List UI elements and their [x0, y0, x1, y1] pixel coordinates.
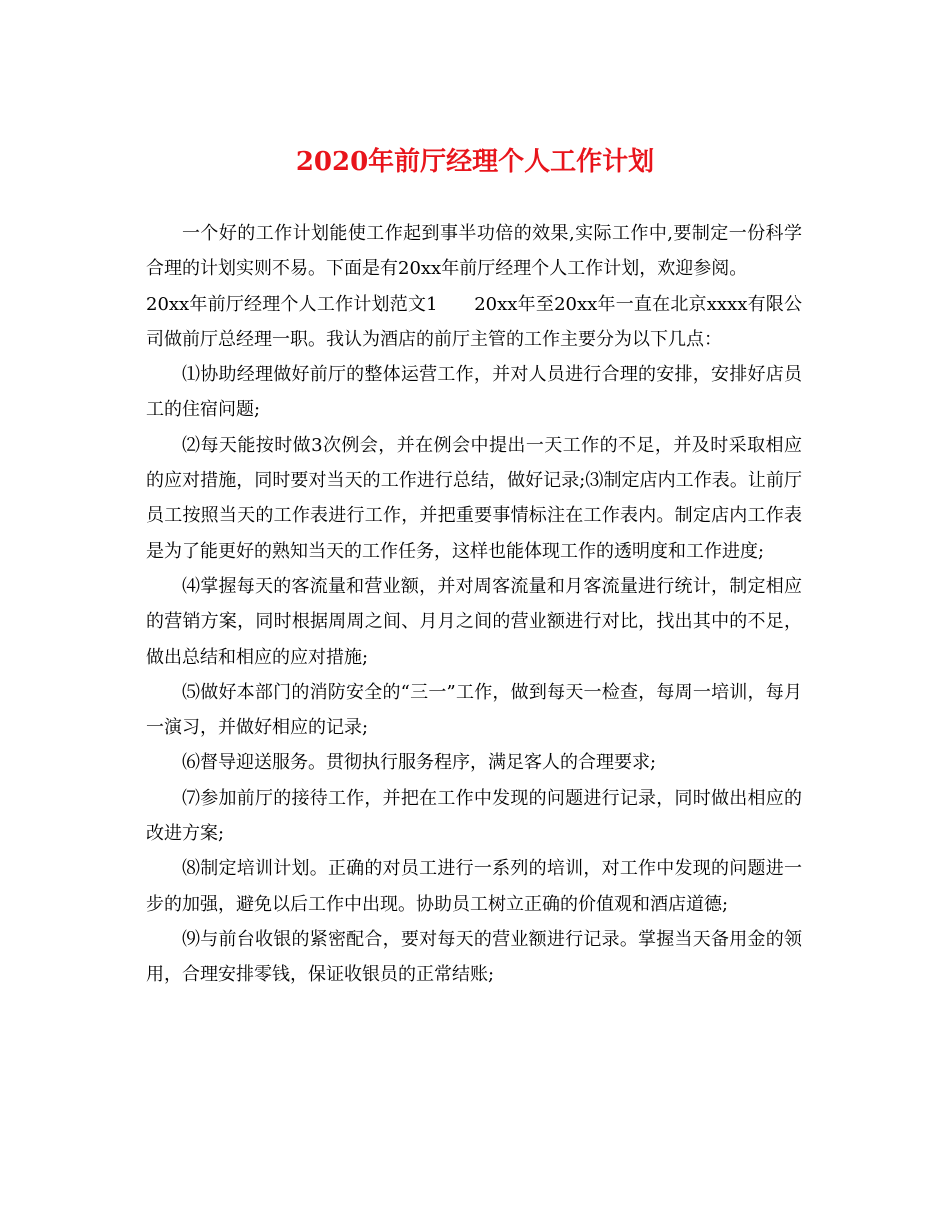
document-title: 2020年前厅经理个人工作计划 [295, 147, 655, 177]
paragraph-item-4: ⑷掌握每天的客流量和营业额，并对周客流量和月客流量进行统计，制定相应的营销方案，同时根据周周之间、月月之间的营业额进行对比，找出其中的不足，做出总结和相应的应对措施; [146, 575, 802, 668]
paragraph-intro: 一个好的工作计划能使工作起到事半功倍的效果,实际工作中,要制定一份科学合理的计划实则不易。下面是有20xx年前厅经理个人工作计划，欢迎参阅。 [146, 223, 802, 280]
document-body [146, 216, 802, 993]
paragraph-item-7: ⑺参加前厅的接待工作，并把在工作中发现的问题进行记录，同时做出相应的改进方案; [146, 787, 802, 845]
paragraph-item-1: ⑴协助经理做好前厅的整体运营工作，并对人员进行合理的安排，安排好店员工的住宿问题; [146, 364, 802, 421]
paragraph-item-9: ⑼与前台收银的紧密配合，要对每天的营业额进行记录。掌握当天备用金的领用，合理安排零钱，保证收银员的正常结账; [146, 928, 802, 986]
paragraph-item-5: ⑸做好本部门的消防安全的“三一”工作，做到每天一检查，每周一培训，每月一演习，并做好相应的记录; [146, 681, 802, 739]
paragraph-sample-heading: 20xx年前厅经理个人工作计划范文1 20xx年至20xx年一直在北京xxxx有限公司做前厅总经理一职。我认为酒店的前厅主管的工作主要分为以下几点： [146, 293, 802, 350]
paragraph-item-2-3: ⑵每天能按时做3次例会，并在例会中提出一天工作的不足，并及时采取相应的应对措施，同时要对当天的工作进行总结，做好记录;⑶制定店内工作表。让前厅员工按照当天的工作表进行工作，并把重要事情标注在工作表内。制定店内工作表是为了能更好的熟知当天的工作任务，这样也能体现工作的透明度和工作进度; [146, 434, 802, 562]
paragraph-item-6: ⑹督导迎送服务。贯彻执行服务程序，满足客人的合理要求; [182, 752, 657, 774]
paragraph-item-8: ⑻制定培训计划。正确的对员工进行一系列的培训，对工作中发现的问题进一步的加强，避免以后工作中出现。协助员工树立正确的价值观和酒店道德; [146, 858, 802, 915]
